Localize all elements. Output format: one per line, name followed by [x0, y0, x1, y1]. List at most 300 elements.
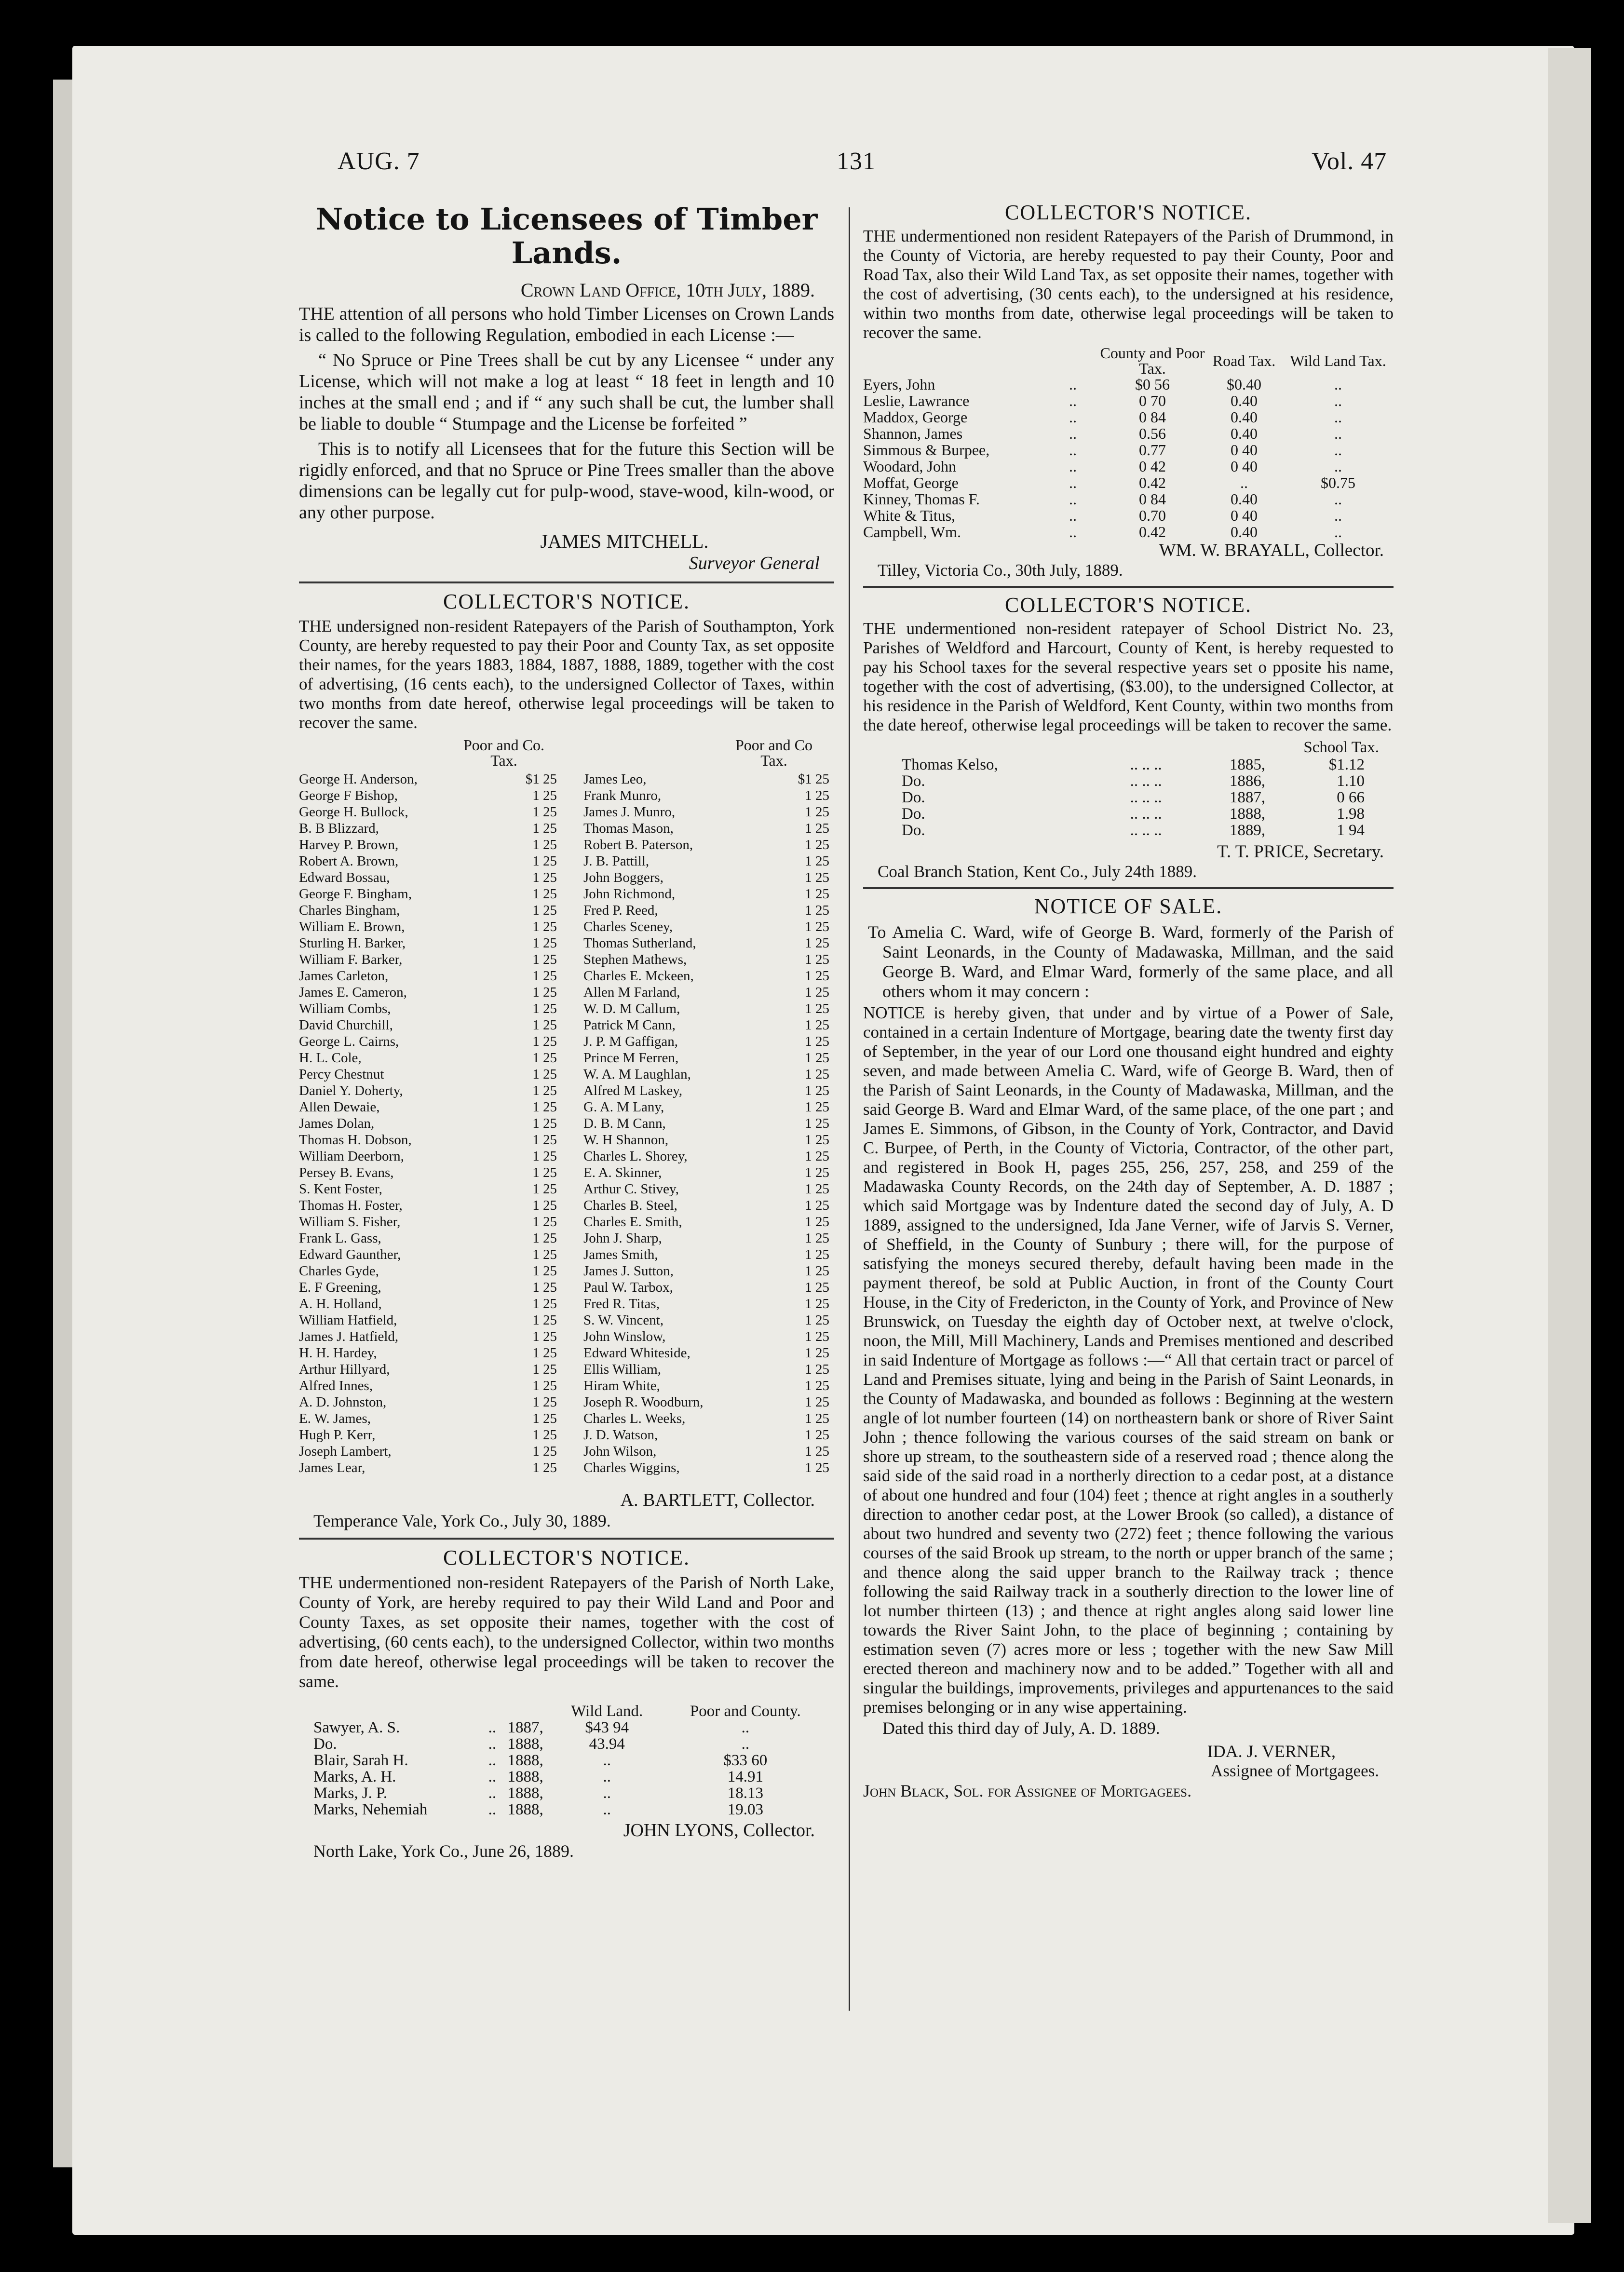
tax-amount: 1 25: [805, 1329, 829, 1344]
tax-amount: 1 25: [805, 1296, 829, 1312]
taxpayer-name: Frank Munro,: [583, 788, 662, 803]
southampton-place-date: Temperance Vale, York Co., July 30, 1889.: [313, 1511, 611, 1530]
tax-amount: 1 25: [532, 1460, 557, 1475]
tax-amount: 1 25: [532, 1181, 557, 1197]
tax-amount: 1 25: [805, 1067, 829, 1082]
table-row: [863, 442, 1394, 458]
tax-amount: 1 25: [805, 1165, 829, 1180]
tax-amount: 1 25: [805, 1050, 829, 1066]
table-row: [299, 1148, 562, 1164]
leader-dots: .. .. ..: [1130, 805, 1162, 823]
taxpayer-name: James Dolan,: [299, 1116, 375, 1131]
page-number: 131: [837, 148, 876, 175]
taxpayer-name: James J. Sutton,: [583, 1263, 674, 1279]
tax-amount: 1 25: [805, 1263, 829, 1279]
weldford-notice: [863, 593, 1394, 881]
taxpayer-name: Do.: [902, 789, 925, 806]
taxpayer-name: Campbell, Wm.: [863, 523, 961, 541]
table-row: [583, 1443, 834, 1460]
taxpayer-name: George F Bishop,: [299, 788, 398, 803]
tax-amount: 1 25: [532, 919, 557, 934]
divider: [299, 582, 834, 583]
table-row: [583, 1378, 834, 1394]
tax-amount: $1 25: [798, 771, 829, 787]
sale-address: To Amelia C. Ward, wife of George B. Ward, formerly of the Parish of Saint Leonards, in the County of Madawaska, Millman, and the said George B. Ward, and Elmar Ward, formerly of the same place, and all others whom it may concern :: [868, 922, 1394, 1001]
left-column: [299, 203, 834, 1861]
table-row: [299, 1296, 562, 1312]
southampton-table-right: [583, 771, 834, 1476]
county-poor-tax: 0 42: [1139, 458, 1166, 475]
sale-signer-title: Assignee of Mortgagees.: [1211, 1761, 1379, 1780]
taxpayer-name: Thomas Mason,: [583, 821, 674, 836]
taxpayer-name: H. L. Cole,: [299, 1050, 362, 1066]
drummond-wild-land-header: Wild Land Tax.: [1290, 352, 1386, 369]
tax-amount: 1 25: [532, 1329, 557, 1344]
tax-amount: 1 25: [805, 1362, 829, 1377]
county-poor-tax: 0.42: [1139, 474, 1166, 491]
leader-dots: ..: [1069, 425, 1077, 442]
taxpayer-name: James J. Munro,: [583, 804, 676, 820]
table-row: [583, 951, 834, 968]
tax-amount: 1 25: [805, 1280, 829, 1295]
wild-land-tax: ..: [603, 1801, 611, 1818]
tax-amount: 1 25: [805, 968, 829, 984]
northlake-signer: JOHN LYONS, Collector.: [623, 1820, 815, 1840]
table-row: [902, 789, 1384, 806]
table-row: [902, 773, 1384, 789]
table-row: [299, 1378, 562, 1394]
tax-amount: 1 25: [532, 1378, 557, 1393]
tax-amount: 1 25: [532, 1165, 557, 1180]
taxpayer-name: S. W. Vincent,: [583, 1312, 664, 1328]
sale-dated: Dated this third day of July, A. D. 1889.: [882, 1718, 1160, 1738]
taxpayer-name: William F. Barker,: [299, 952, 403, 967]
timber-signer: JAMES MITCHELL.: [540, 530, 709, 552]
table-row: [299, 1279, 562, 1296]
taxpayer-name: Harvey P. Brown,: [299, 837, 399, 852]
tax-amount: 1 25: [532, 886, 557, 902]
taxpayer-name: Arthur C. Stivey,: [583, 1181, 679, 1197]
poor-county-tax: 19.03: [727, 1801, 763, 1818]
table-row: [299, 1001, 562, 1017]
table-row: [583, 1099, 834, 1115]
taxpayer-name: Stephen Mathews,: [583, 952, 687, 967]
tax-amount: 1 25: [532, 1296, 557, 1312]
taxpayer-name: Maddox, George: [863, 408, 968, 426]
taxpayer-name: Edward Gaunther,: [299, 1247, 401, 1262]
table-row: [583, 1001, 834, 1017]
taxpayer-name: Thomas H. Dobson,: [299, 1132, 412, 1148]
divider: [299, 1538, 834, 1540]
tax-amount: 1 25: [805, 1181, 829, 1197]
taxpayer-name: Charles Wiggins,: [583, 1460, 680, 1475]
taxpayer-name: John Wilson,: [583, 1444, 657, 1459]
table-row: [583, 1066, 834, 1082]
table-row: [863, 425, 1394, 442]
table-row: [583, 1263, 834, 1279]
poor-county-tax: 18.13: [727, 1785, 763, 1802]
table-row: [299, 1246, 562, 1263]
taxpayer-name: Allen M Farland,: [583, 985, 680, 1000]
school-tax: 0 66: [1337, 789, 1365, 806]
school-tax: 1.10: [1337, 772, 1365, 790]
table-row: [583, 1427, 834, 1443]
road-tax: ..: [1240, 474, 1248, 491]
table-row: [863, 474, 1394, 491]
wild-land-tax: ..: [1334, 392, 1342, 409]
wild-land-tax: $0.75: [1321, 474, 1355, 491]
taxpayer-name: Do.: [902, 805, 925, 823]
timber-para1: THE attention of all persons who hold Timber Licenses on Crown Lands is called to the following Regulation, embodied in each License :—: [299, 304, 834, 345]
taxpayer-name: A. H. Holland,: [299, 1296, 382, 1312]
taxpayer-name: Persey B. Evans,: [299, 1165, 394, 1180]
drummond-signer: WM. W. BRAYALL, Collector.: [1159, 541, 1384, 560]
county-poor-tax: $0 56: [1135, 376, 1170, 393]
table-row: [583, 935, 834, 951]
table-row: [583, 1460, 834, 1476]
drummond-title: COLLECTOR'S NOTICE.: [1004, 201, 1252, 224]
timber-notice: [299, 203, 834, 574]
county-poor-tax: 0 84: [1139, 490, 1166, 508]
tax-amount: 1 25: [532, 1067, 557, 1082]
tax-amount: 1 25: [805, 804, 829, 820]
county-poor-tax: 0.42: [1139, 523, 1166, 541]
table-row: [583, 1050, 834, 1066]
tax-amount: 1 25: [805, 788, 829, 803]
tax-amount: 1 25: [805, 1378, 829, 1393]
wild-land-tax: ..: [603, 1785, 611, 1802]
table-row: [299, 968, 562, 984]
drummond-place-date: Tilley, Victoria Co., 30th July, 1889.: [878, 561, 1123, 580]
northlake-table: [313, 1703, 829, 1818]
school-tax: 1 94: [1337, 822, 1365, 839]
county-poor-tax: 0.70: [1139, 507, 1166, 524]
tax-amount: 1 25: [532, 903, 557, 918]
road-tax: 0 40: [1231, 507, 1258, 524]
volume-number: Vol. 47: [1312, 148, 1387, 175]
tax-amount: 1 25: [532, 1394, 557, 1410]
leader-dots: ..: [1069, 441, 1077, 459]
taxpayer-name: Arthur Hillyard,: [299, 1362, 390, 1377]
table-row: [299, 1164, 562, 1181]
taxpayer-name: Prince M Ferren,: [583, 1050, 679, 1066]
table-row: [583, 869, 834, 886]
wild-land-tax: ..: [1334, 490, 1342, 508]
table-row: [583, 1279, 834, 1296]
sale-solicitor: John Black, Sol. for Assignee of Mortgagees.: [863, 1781, 1192, 1800]
taxpayer-name: Shannon, James: [863, 425, 963, 442]
tax-year: 1887,: [1229, 789, 1266, 806]
road-tax: 0.40: [1231, 490, 1258, 508]
timber-quote: “ No Spruce or Pine Trees shall be cut by any Licensee “ under any License, which will not make a log at least “ 18 feet in length and 10 inches at the small end ; and if “ any such shall be cut, the lumber shall be liable to double “ Stumpage and the License be forfeited ”: [299, 350, 834, 434]
tax-year: 1889,: [1229, 822, 1266, 839]
tax-amount: 1 25: [805, 903, 829, 918]
road-tax: 0.40: [1231, 523, 1258, 541]
taxpayer-name: Ellis William,: [583, 1362, 662, 1377]
table-row: [299, 1115, 562, 1132]
table-row: [299, 1066, 562, 1082]
tax-amount: 1 25: [532, 1001, 557, 1016]
table-row: [583, 804, 834, 820]
poor-county-tax: ..: [741, 1719, 750, 1736]
poor-county-tax: ..: [741, 1735, 750, 1753]
tax-amount: 1 25: [532, 1132, 557, 1148]
tax-amount: 1 25: [805, 1132, 829, 1148]
tax-amount: 1 25: [805, 1444, 829, 1459]
tax-amount: 1 25: [805, 821, 829, 836]
weldford-title: COLLECTOR'S NOTICE.: [1004, 593, 1252, 617]
wild-land-tax: ..: [603, 1752, 611, 1769]
southampton-notice: [299, 589, 834, 1531]
table-row: [299, 1345, 562, 1361]
taxpayer-name: E. F Greening,: [299, 1280, 381, 1295]
road-tax: 0.40: [1231, 425, 1258, 442]
table-row: [583, 1164, 834, 1181]
tax-amount: 1 25: [532, 935, 557, 951]
tax-amount: 1 25: [532, 1099, 557, 1115]
tax-year: 1888,: [507, 1785, 543, 1802]
tax-amount: 1 25: [805, 1247, 829, 1262]
leader-dots: ..: [1069, 458, 1077, 475]
taxpayer-name: Sawyer, A. S.: [313, 1719, 400, 1736]
taxpayer-name: James Leo,: [583, 771, 647, 787]
poor-county-tax: 14.91: [727, 1768, 763, 1785]
school-tax: $1.12: [1328, 756, 1365, 773]
tax-amount: 1 25: [532, 1017, 557, 1033]
tax-amount: 1 25: [805, 1083, 829, 1098]
tax-amount: 1 25: [532, 1263, 557, 1279]
taxpayer-name: James Smith,: [583, 1247, 658, 1262]
tax-amount: 1 25: [805, 1001, 829, 1016]
taxpayer-name: E. W. James,: [299, 1411, 371, 1426]
weldford-place-date: Coal Branch Station, Kent Co., July 24th 1889.: [878, 862, 1197, 881]
tax-amount: 1 25: [805, 1312, 829, 1328]
taxpayer-name: Alfred M Laskey,: [583, 1083, 683, 1098]
table-row: [583, 1296, 834, 1312]
tax-amount: 1 25: [532, 952, 557, 967]
table-row: [299, 1312, 562, 1328]
taxpayer-name: William S. Fisher,: [299, 1214, 401, 1230]
taxpayer-name: Thomas Sutherland,: [583, 935, 696, 951]
table-row: [299, 1328, 562, 1345]
school-tax: 1.98: [1337, 805, 1365, 823]
tax-year: 1888,: [507, 1801, 543, 1818]
weldford-table: [902, 757, 1384, 838]
table-row: [583, 1197, 834, 1214]
taxpayer-name: Charles Bingham,: [299, 903, 400, 918]
table-row: [313, 1752, 829, 1769]
sale-notice: [863, 894, 1394, 1801]
taxpayer-name: David Churchill,: [299, 1017, 393, 1033]
table-row: [583, 1361, 834, 1378]
table-row: [583, 1115, 834, 1132]
table-row: [583, 1148, 834, 1164]
table-row: [299, 1132, 562, 1148]
southampton-col-header-right: Poor and Co Tax.: [735, 736, 812, 769]
taxpayer-name: William Combs,: [299, 1001, 391, 1016]
taxpayer-name: Edward Whiteside,: [583, 1345, 690, 1361]
taxpayer-name: J. D. Watson,: [583, 1427, 658, 1443]
taxpayer-name: Thomas H. Foster,: [299, 1198, 403, 1213]
taxpayer-name: John Winslow,: [583, 1329, 666, 1344]
leader-dots: ..: [1069, 392, 1077, 409]
taxpayer-name: John Richmond,: [583, 886, 676, 902]
wild-land-tax: ..: [1334, 507, 1342, 524]
tax-amount: 1 25: [532, 853, 557, 869]
table-row: [583, 1345, 834, 1361]
taxpayer-name: George L. Cairns,: [299, 1034, 399, 1049]
southampton-title: COLLECTOR'S NOTICE.: [443, 590, 690, 613]
weldford-signer: T. T. PRICE, Secretary.: [1217, 842, 1384, 862]
tax-amount: 1 25: [805, 1017, 829, 1033]
taxpayer-name: Eyers, John: [863, 376, 935, 393]
tax-amount: 1 25: [805, 1231, 829, 1246]
table-row: [863, 376, 1394, 392]
table-row: [299, 1263, 562, 1279]
table-row: [583, 1181, 834, 1197]
taxpayer-name: Paul W. Tarbox,: [583, 1280, 673, 1295]
tax-amount: 1 25: [805, 1198, 829, 1213]
taxpayer-name: James Lear,: [299, 1460, 365, 1475]
tax-amount: 1 25: [532, 1247, 557, 1262]
tax-amount: 1 25: [532, 821, 557, 836]
table-row: [863, 409, 1394, 425]
taxpayer-name: Alfred Innes,: [299, 1378, 373, 1393]
tax-amount: 1 25: [805, 837, 829, 852]
taxpayer-name: William E. Brown,: [299, 919, 405, 934]
taxpayer-name: J. P. M Gaffigan,: [583, 1034, 678, 1049]
table-row: [583, 886, 834, 902]
table-row: [299, 820, 562, 837]
taxpayer-name: Daniel Y. Doherty,: [299, 1083, 403, 1098]
leader-dots: ..: [488, 1752, 497, 1769]
taxpayer-name: S. Kent Foster,: [299, 1181, 382, 1197]
road-tax: 0.40: [1231, 408, 1258, 426]
county-poor-tax: 0 84: [1139, 408, 1166, 426]
leader-dots: ..: [488, 1735, 497, 1753]
sale-signer: IDA. J. VERNER,: [1207, 1742, 1336, 1761]
taxpayer-name: Thomas Kelso,: [902, 756, 998, 773]
wild-land-tax: 43.94: [589, 1735, 625, 1753]
table-row: [863, 491, 1394, 507]
tax-year: 1888,: [507, 1752, 543, 1769]
drummond-county-poor-header: County and Poor Tax.: [1100, 344, 1205, 377]
table-row: [583, 853, 834, 869]
wild-land-tax: ..: [1334, 408, 1342, 426]
table-row: [299, 804, 562, 820]
table-row: [299, 984, 562, 1001]
leader-dots: ..: [1069, 523, 1077, 541]
table-row: [313, 1736, 829, 1752]
taxpayer-name: H. H. Hardey,: [299, 1345, 377, 1361]
taxpayer-name: White & Titus,: [863, 507, 956, 524]
tax-amount: 1 25: [532, 1034, 557, 1049]
weldford-body: THE undermentioned non-resident ratepayer of School District No. 23, Parishes of Weldford and Harcourt, County of Kent, is hereby requested to pay his School taxes for the several respective years set o pposite his name, together with the cost of advertising, ($3.00), to the undersigned Collector, at his residence in the Parish of Weldford, Kent County, within two months from the date hereof, otherwise legal proceedings will be taken to recover the same.: [863, 619, 1394, 734]
timber-signer-title: Surveyor General: [689, 553, 820, 573]
drummond-header-row: [863, 345, 1394, 376]
taxpayer-name: W. D. M Callum,: [583, 1001, 680, 1016]
table-row: [299, 1214, 562, 1230]
taxpayer-name: Robert B. Paterson,: [583, 837, 693, 852]
southampton-body: THE undersigned non-resident Ratepayers of the Parish of Southampton, York County, are hereby requested to pay their Poor and County Tax, as set opposite their names, for the years 1883, 1884, 1887, 1888, 1889, together with the cost of advertising, (16 cents each), to the undersigned Collector of Taxes, within two months from date hereof, otherwise legal proceedings will be taken to recover the same.: [299, 617, 834, 732]
northlake-title: COLLECTOR'S NOTICE.: [443, 1546, 690, 1569]
table-row: [902, 806, 1384, 822]
tax-amount: 1 25: [805, 985, 829, 1000]
table-row: [299, 935, 562, 951]
tax-amount: 1 25: [805, 1149, 829, 1164]
tax-amount: 1 25: [532, 804, 557, 820]
table-row: [583, 820, 834, 837]
table-row: [583, 1410, 834, 1427]
taxpayer-name: George F. Bingham,: [299, 886, 412, 902]
column-divider: [849, 207, 850, 2011]
table-row: [863, 458, 1394, 474]
table-row: [583, 1132, 834, 1148]
tax-amount: 1 25: [805, 1411, 829, 1426]
tax-amount: 1 25: [532, 968, 557, 984]
tax-amount: 1 25: [532, 1280, 557, 1295]
northlake-wild-land-header: Wild Land.: [571, 1703, 643, 1720]
taxpayer-name: W. A. M Laughlan,: [583, 1067, 691, 1082]
table-row: [299, 886, 562, 902]
table-row: [313, 1801, 829, 1818]
leader-dots: ..: [488, 1785, 497, 1802]
tax-amount: 1 25: [805, 1460, 829, 1475]
drummond-table: [863, 345, 1394, 540]
leader-dots: .. .. ..: [1130, 756, 1162, 773]
tax-amount: 1 25: [805, 1099, 829, 1115]
tax-amount: 1 25: [805, 886, 829, 902]
road-tax: 0 40: [1231, 441, 1258, 459]
taxpayer-name: James Carleton,: [299, 968, 389, 984]
divider: [863, 887, 1394, 889]
taxpayer-name: Moffat, George: [863, 474, 959, 491]
table-row: [299, 837, 562, 853]
tax-amount: $1 25: [525, 771, 557, 787]
taxpayer-name: Do.: [902, 822, 925, 839]
poor-county-tax: $33 60: [723, 1752, 768, 1769]
county-poor-tax: 0.56: [1139, 425, 1166, 442]
taxpayer-name: Edward Bossau,: [299, 870, 390, 885]
timber-dateline: Crown Land Office, 10th July, 1889.: [520, 279, 815, 301]
leader-dots: .. .. ..: [1130, 789, 1162, 806]
table-row: [299, 1017, 562, 1033]
tax-amount: 1 25: [805, 952, 829, 967]
wild-land-tax: ..: [1334, 458, 1342, 475]
divider: [863, 586, 1394, 588]
table-row: [299, 1082, 562, 1099]
table-row: [299, 1197, 562, 1214]
timber-para2: This is to notify all Licensees that for the future this Section will be rigidly enforced, and that no Spruce or Pine Trees smaller than the above dimensions can be legally cut for pulp-wood, stave-wood, kiln-wood, or any other purpose.: [299, 439, 834, 523]
table-row: [313, 1719, 829, 1736]
leader-dots: ..: [1069, 507, 1077, 524]
drummond-body: THE undermentioned non resident Ratepayers of the Parish of Drummond, in the County of Victoria, are hereby requested to pay their County, Poor and Road Tax, also their Wild Land Tax, as set opposite their names, together with the cost of advertising, (30 cents each), to the undersigned at his residence, within two months from date, otherwise legal proceedings will be taken to recover the same.: [863, 227, 1394, 342]
taxpayer-name: George H. Anderson,: [299, 771, 418, 787]
table-row: [583, 1230, 834, 1246]
taxpayer-name: Percy Chestnut: [299, 1067, 384, 1082]
tax-amount: 1 25: [805, 1034, 829, 1049]
table-row: [299, 853, 562, 869]
table-row: [299, 1361, 562, 1378]
table-row: [299, 1394, 562, 1410]
taxpayer-name: Allen Dewaie,: [299, 1099, 380, 1115]
tax-amount: 1 25: [532, 1083, 557, 1098]
table-row: [863, 524, 1394, 540]
taxpayer-name: Charles L. Shorey,: [583, 1149, 688, 1164]
taxpayer-name: J. B. Pattill,: [583, 853, 650, 869]
tax-amount: 1 25: [532, 1411, 557, 1426]
taxpayer-name: E. A. Skinner,: [583, 1165, 662, 1180]
